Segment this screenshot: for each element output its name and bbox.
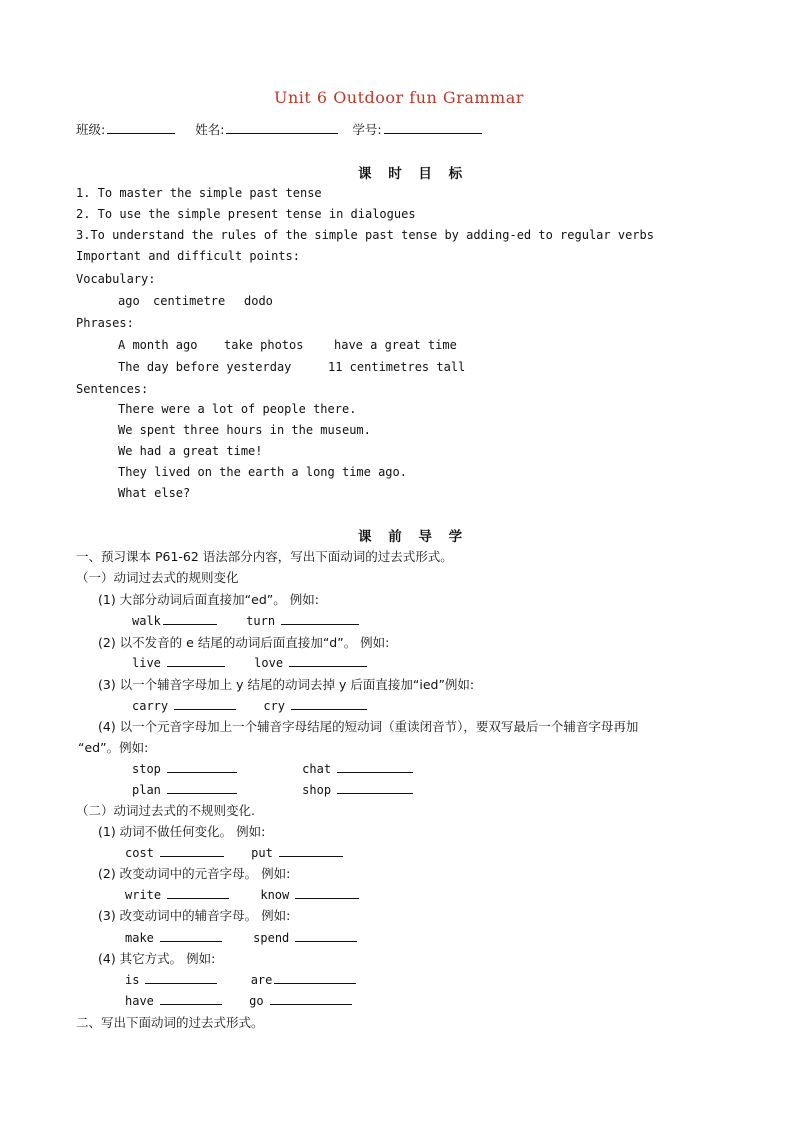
sentence-2: We spent three hours in the museum. — [118, 423, 371, 437]
irr-1-words — [125, 844, 343, 860]
answer-blank[interactable] — [160, 844, 224, 857]
section-preview: 课 前 导 学 — [358, 529, 469, 545]
word: walk — [132, 614, 161, 628]
irr-3: (3) 改变动词中的辅音字母。 例如: — [98, 908, 291, 923]
phrase-1: A month ago — [118, 338, 198, 352]
answer-blank[interactable] — [295, 929, 357, 942]
answer-blank[interactable] — [337, 760, 413, 773]
section-goals: 课 时 目 标 — [358, 166, 469, 182]
answer-blank[interactable] — [167, 760, 237, 773]
irr-4: (4) 其它方式。 例如: — [98, 951, 216, 966]
phrases-label: Phrases: — [76, 316, 134, 330]
word: cost — [125, 846, 154, 860]
answer-blank[interactable] — [274, 971, 356, 984]
word: know — [260, 888, 290, 902]
phrase-4: The day before yesterday — [118, 360, 292, 374]
answer-blank[interactable] — [160, 992, 222, 1005]
important-points: Important and difficult points: — [76, 249, 300, 263]
answer-blank[interactable] — [270, 992, 352, 1005]
phrase-3: have a great time — [334, 338, 457, 352]
answer-blank[interactable] — [174, 697, 236, 710]
answer-blank[interactable] — [291, 697, 367, 710]
irr-2: (2) 改变动词中的元音字母。 例如: — [98, 866, 291, 881]
rule-3-words — [132, 697, 367, 713]
vocab-label: Vocabulary: — [76, 272, 156, 286]
rule-3: (3) 以一个辅音字母加上 y 结尾的动词去掉 y 后面直接加“ied”例如: — [98, 677, 475, 692]
answer-blank[interactable] — [289, 654, 367, 667]
answer-blank[interactable] — [167, 886, 229, 899]
word: chat — [302, 762, 332, 776]
id-blank[interactable] — [384, 121, 482, 134]
part-1-instruction: 一、预习课本 P61-62 语法部分内容，写出下面动词的过去式形式。 — [76, 549, 453, 564]
word: is — [125, 973, 140, 987]
vocab-3: dodo — [244, 294, 273, 308]
vocab-1: ago — [118, 294, 140, 308]
name-label: 姓名: — [195, 122, 225, 137]
sentence-1: There were a lot of people there. — [118, 402, 357, 416]
answer-blank[interactable] — [160, 929, 222, 942]
word: make — [125, 931, 154, 945]
answer-blank[interactable] — [167, 781, 237, 794]
sentence-3: We had a great time! — [118, 444, 263, 458]
rule-1-words — [132, 612, 359, 628]
word: have — [125, 994, 154, 1008]
word: love — [254, 656, 284, 670]
name-blank[interactable] — [226, 121, 338, 134]
sentence-4: They lived on the earth a long time ago. — [118, 465, 407, 479]
word: shop — [302, 783, 332, 797]
regular-title: （一）动词过去式的规则变化 — [76, 570, 239, 585]
page-title: Unit 6 Outdoor fun Grammar — [274, 88, 524, 107]
irregular-title: （二）动词过去式的不规则变化. — [76, 803, 255, 818]
goal-1: 1. To master the simple past tense — [76, 186, 322, 200]
phrase-2: take photos — [224, 338, 304, 352]
goal-3: 3.To understand the rules of the simple past tense by adding-ed to regular verbs — [76, 228, 654, 242]
rule-4-line-1: (4) 以一个元音字母加上一个辅音字母结尾的短动词（重读闭音节），要双写最后一个辅音字母再加 — [98, 719, 639, 734]
answer-blank[interactable] — [281, 612, 359, 625]
word: spend — [253, 931, 290, 945]
word: plan — [132, 783, 161, 797]
answer-blank[interactable] — [279, 844, 343, 857]
irr-4-words-row-2 — [125, 992, 352, 1008]
rule-2-words — [132, 654, 367, 670]
answer-blank[interactable] — [295, 886, 359, 899]
answer-blank[interactable] — [167, 654, 225, 667]
answer-blank[interactable] — [145, 971, 217, 984]
word: stop — [132, 762, 161, 776]
answer-blank[interactable] — [163, 612, 217, 625]
word: turn — [246, 614, 276, 628]
word: are — [250, 973, 273, 987]
word: carry — [132, 699, 169, 713]
id-label: 学号: — [352, 122, 382, 137]
rule-4-words-row-2 — [132, 781, 413, 797]
word: write — [125, 888, 162, 902]
word: cry — [263, 699, 286, 713]
word: put — [251, 846, 273, 860]
irr-2-words — [125, 886, 359, 902]
header-fields — [76, 120, 482, 138]
irr-4-words-row-1 — [125, 971, 356, 987]
word: go — [249, 994, 264, 1008]
irr-3-words — [125, 929, 357, 945]
phrase-5: 11 centimetres tall — [328, 360, 466, 374]
rule-4-words-row-1 — [132, 760, 413, 776]
vocab-2: centimetre — [153, 294, 226, 308]
part-2-instruction: 二、写出下面动词的过去式形式。 — [76, 1015, 264, 1030]
word: live — [132, 656, 161, 670]
goal-2: 2. To use the simple present tense in dialogues — [76, 207, 416, 221]
rule-1: (1) 大部分动词后面直接加“ed”。 例如: — [98, 592, 319, 607]
class-blank[interactable] — [107, 121, 175, 134]
class-label: 班级: — [76, 122, 106, 137]
rule-4-line-2: “ed”。例如: — [78, 740, 149, 755]
sentence-5: What else? — [118, 486, 191, 500]
rule-2: (2) 以不发音的 e 结尾的动词后面直接加“d”。 例如: — [98, 635, 390, 650]
irr-1: (1) 动词不做任何变化。 例如: — [98, 824, 266, 839]
answer-blank[interactable] — [337, 781, 413, 794]
sentences-label: Sentences: — [76, 382, 149, 396]
